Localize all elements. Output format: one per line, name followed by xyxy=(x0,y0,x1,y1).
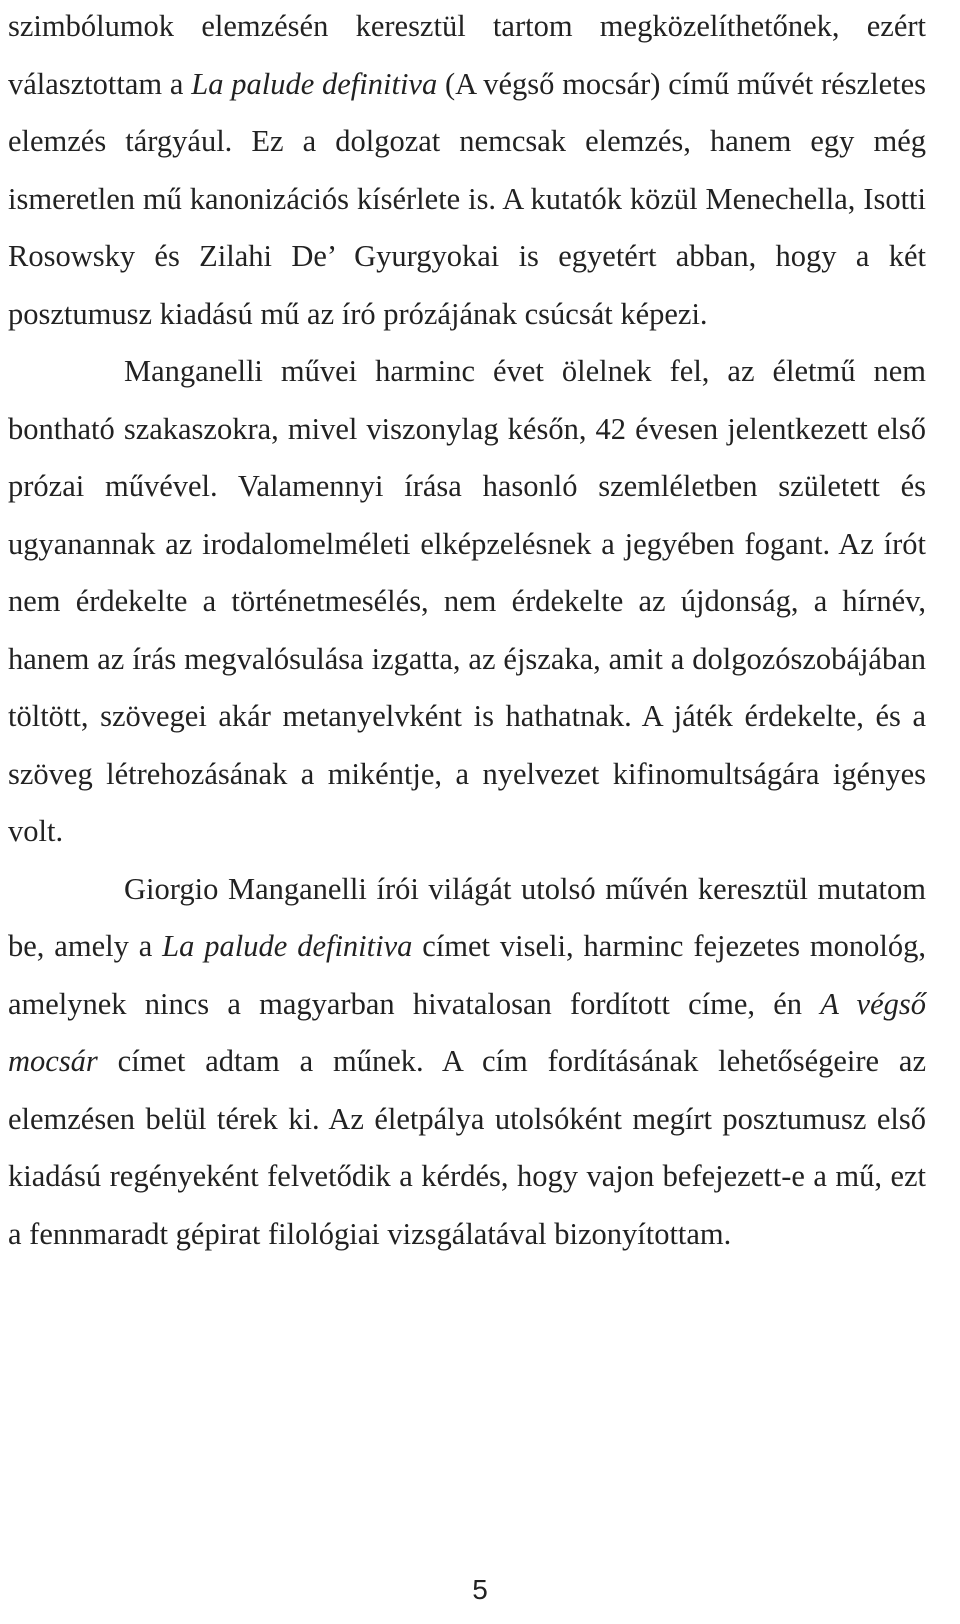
paragraph-3-italic-translated-title: A végső mocsár xyxy=(8,986,926,1078)
paragraph-3-text-1: Giorgio Manganelli írói világát utolsó művén keresztül mutatom be, amely a xyxy=(8,871,926,963)
paragraph-2-text-1: Manganelli művei harminc évet ölelnek fel, az életmű nem bontható szakaszokra, mivel viszonylag későn, 42 évesen jelentkezett első prózai művével. Valamennyi írása hasonló szemléletben született és ugyanannak az irodalomelméleti elképzelésnek a jegyében fogant. Az írót nem érdekelte a történetmesélés, nem érdekelte az újdonság, a hírnév, hanem az írás megvalósulása izgatta, az éjszaka, amit a dolgozószobájában töltött, szövegei akár metanyelvként is hathatnak. A játék érdekelte, és a szöveg létrehozásának a mikéntje, a nyelvezet kifinomultságára igényes volt. xyxy=(8,354,926,848)
paragraph-3 xyxy=(8,861,926,1264)
paragraph-3-text-2: címet viseli, harminc fejezetes monológ, amelynek nincs a magyarban hivatalosan fordított címe, én xyxy=(8,929,926,1021)
paragraph-1-text-1: szimbólumok elemzésén keresztül tartom megközelíthetőnek, ezért választottam a xyxy=(8,9,926,101)
page-number: 5 xyxy=(472,1574,488,1605)
paragraph-3-italic-title: La palude definitiva xyxy=(162,929,413,963)
paragraph-3-text-3: címet adtam a műnek. A cím fordításának lehetőségeire az elemzésen belül térek ki. Az életpálya utolsóként megírt posztumusz első kiadású regényeként felvetődik a kérdés, hogy vajon befejezett-e a mű, ezt a fennmaradt gépirat filológiai vizsgálatával bizonyítottam. xyxy=(8,1044,926,1251)
document-page xyxy=(8,0,926,1263)
paragraph-1-text-2: (A végső mocsár) című művét részletes elemzés tárgyául. Ez a dolgozat nemcsak elemzés, hanem egy még ismeretlen mű kanonizációs kísérlete is. A kutatók közül Menechella, Isotti Rosowsky és Zilahi De’ Gyurgyokai is egyetért abban, hogy a két posztumusz kiadású mű az író prózájának csúcsát képezi. xyxy=(8,66,926,331)
paragraph-2 xyxy=(8,343,926,861)
paragraph-1-italic-title: La palude definitiva xyxy=(191,66,438,101)
paragraph-1 xyxy=(8,0,926,343)
